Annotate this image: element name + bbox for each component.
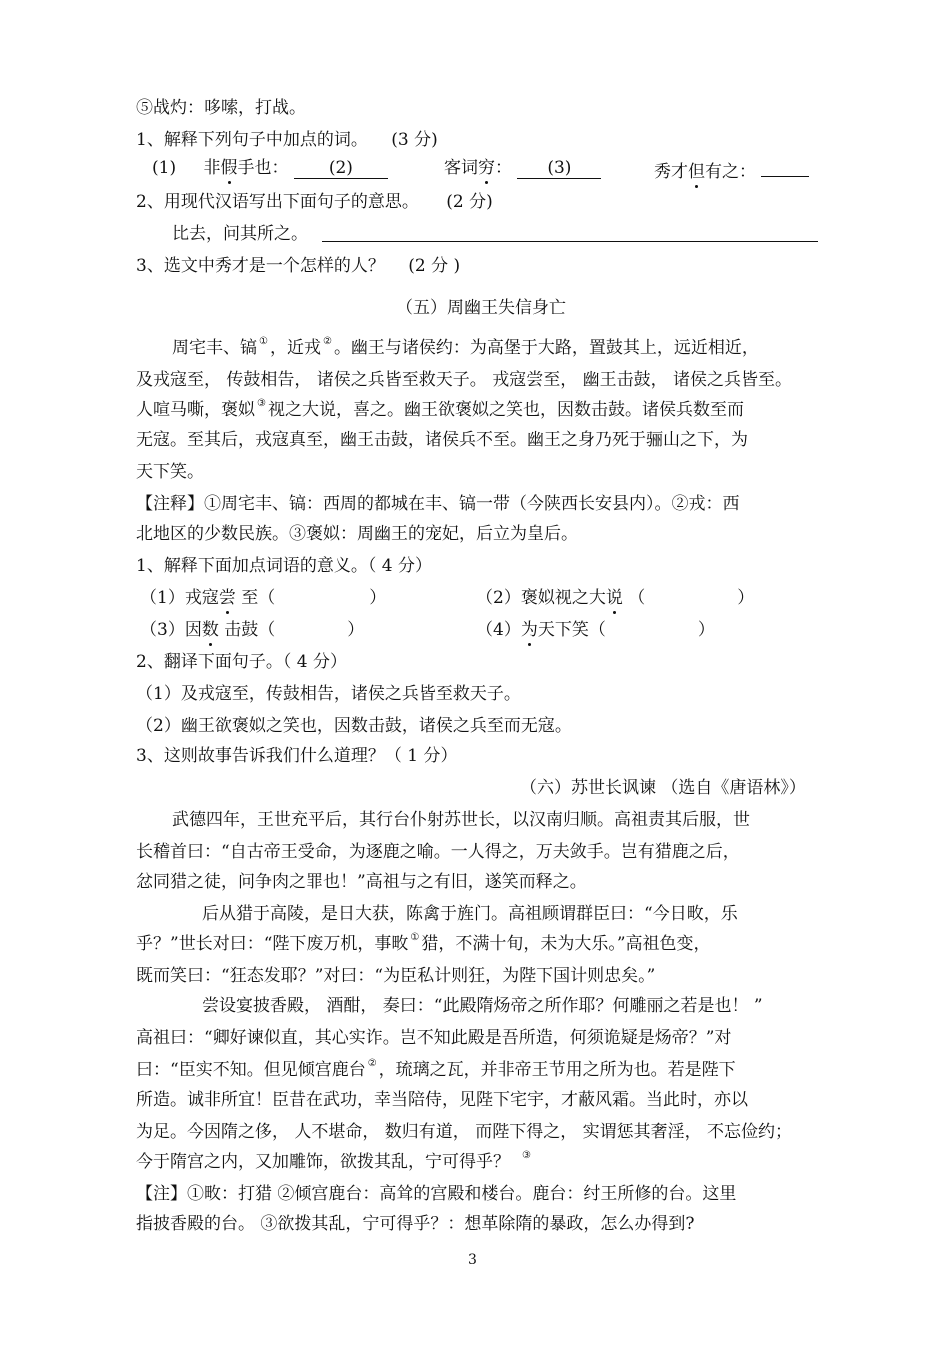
passage-line: 人喧马嘶，褒姒 ③ 视之大说，喜之。幽王欲褒姒之笑也，因数击鼓。诸侯兵数至而	[136, 398, 744, 420]
question-2: 2、翻译下面句子。（ 4 分）	[136, 652, 347, 672]
question-1: 1、解释下列句子中加点的词。 (3 分)	[136, 130, 438, 150]
dotted-char: 数	[201, 620, 219, 640]
question-1: 1、解释下面加点词语的意义。（ 4 分）	[136, 556, 432, 576]
question-3: 3、这则故事告诉我们什么道理？（ 1 分）	[136, 746, 458, 766]
passage-line: 武德四年，王世充平后，其行台仆射苏世长，以汉南归顺。高祖责其后服，世	[172, 810, 750, 830]
dotted-char: 但	[688, 162, 705, 182]
passage-line: 长稽首曰：“自古帝王受命，为逐鹿之喻。一人得之，万夫敛手。岂有猎鹿之后，	[136, 842, 740, 862]
passage-line: 周宅丰、镐 ① ，近戎 ② 。幽王与诸侯约：为高堡于大路，置鼓其上，远近相近，	[172, 336, 759, 358]
question-1-item-b: 客词穷： (3)	[444, 156, 601, 180]
dotted-char: 假	[220, 158, 238, 178]
passage-line: 为足。今因隋之侈， 人不堪命， 数归有道， 而陛下得之， 实谓惩其奢淫， 不忘俭约；	[136, 1122, 793, 1142]
passage-line: 今于隋宫之内，又加雕饰，欲拨其乱，宁可得乎？ ③	[136, 1150, 531, 1172]
passage-line: 无寇。至其后，戎寇真至，幽王击鼓，诸侯兵不至。幽王之身乃死于骊山之下，为	[136, 430, 748, 450]
annotation-line: 北地区的少数民族。③褒姒：周幽王的宠妃，后立为皇后。	[136, 524, 578, 544]
annotation-line: 【注释】①周宅丰、镐：西周的都城在丰、镐一带（今陕西长安县内）。②戎：西	[136, 494, 740, 514]
answer-blank[interactable]: (3)	[517, 158, 601, 179]
question-1-items: (1) 非假手也： (2)	[152, 156, 388, 180]
section-6-title: （六）苏世长讽谏 （选自《唐语林》）	[520, 778, 806, 798]
annotation-line: 【注】①畋：打猎 ②倾宫鹿台：高耸的宫殿和楼台。鹿台：纣王所修的台。这里	[136, 1184, 737, 1204]
dotted-char: 穷	[478, 158, 495, 178]
dotted-char: 尝	[218, 588, 236, 608]
question-item: （3）因数 击鼓（ ）	[140, 620, 365, 640]
dotted-char: 为	[520, 620, 538, 640]
passage-line: 既而笑曰：“狂态发耶？”对曰：“为臣私计则狂，为陛下国计则忠矣。”	[136, 966, 656, 986]
passage-line: 所造。诚非所宜！臣昔在武功，幸当陪侍，见陛下宅宇，才蔽风霜。当此时，亦以	[136, 1090, 748, 1110]
passage-line: 尝设宴披香殿， 酒酣， 奏曰：“此殿隋炀帝之所作耶？何雕丽之若是也！ ”	[202, 996, 763, 1016]
answer-line[interactable]	[322, 240, 818, 242]
answer-blank[interactable]	[761, 156, 809, 177]
note-5: ⑤战灼：哆嗦，打战。	[136, 98, 306, 118]
passage-line: 后从猎于高陵，是日大获，陈禽于旌门。高祖顾谓群臣曰：“今日畋，乐	[202, 904, 738, 924]
question-item: （1）戎寇尝 至（ ）	[140, 588, 387, 608]
question-item: （2）幽王欲褒姒之笑也，因数击鼓，诸侯之兵至而无寇。	[136, 716, 572, 736]
question-item: （1）及戎寇至，传鼓相告，诸侯之兵皆至救天子。	[136, 684, 521, 704]
passage-line: 及戎寇至， 传鼓相告， 诸侯之兵皆至救天子。 戎寇尝至， 幽王击鼓， 诸侯之兵皆至。	[136, 370, 793, 390]
question-2: 2、用现代汉语写出下面句子的意思。 (2 分)	[136, 192, 493, 212]
question-item: （2）褒姒视之大说 （ ）	[476, 588, 755, 608]
annotation-line: 指披香殿的台。 ③欲拨其乱，宁可得乎？：想革除隋的暴政，怎么办得到?	[136, 1214, 695, 1234]
passage-line: 天下笑。	[136, 462, 204, 482]
dotted-char: 说	[605, 588, 623, 608]
question-2-sentence: 比去，问其所之。	[172, 224, 308, 244]
question-item: （4）为天下笑（ ）	[476, 620, 715, 640]
passage-line: 曰：“臣实不知。但见倾宫鹿台 ② ，琉璃之瓦，并非帝王节用之所为也。若是陛下	[136, 1058, 736, 1080]
section-5-title: （五）周幽王失信身亡	[396, 298, 566, 318]
question-3: 3、选文中秀才是一个怎样的人？ (2 分 )	[136, 256, 461, 276]
answer-blank[interactable]: (2)	[294, 158, 388, 179]
passage-line: 高祖曰：“卿好谏似直，其心实诈。岂不知此殿是吾所造，何须诡疑是炀帝？”对	[136, 1028, 732, 1048]
page-number: 3	[468, 1252, 477, 1268]
question-1-item-c: 秀才但有之：	[654, 156, 809, 184]
passage-line: 乎？”世长对曰：“陛下废万机，事畋 ① 猎，不满十旬，未为大乐。”高祖色变，	[136, 932, 711, 954]
passage-line: 忿同猎之徒，问争肉之罪也！”高祖与之有旧，遂笑而释之。	[136, 872, 587, 892]
